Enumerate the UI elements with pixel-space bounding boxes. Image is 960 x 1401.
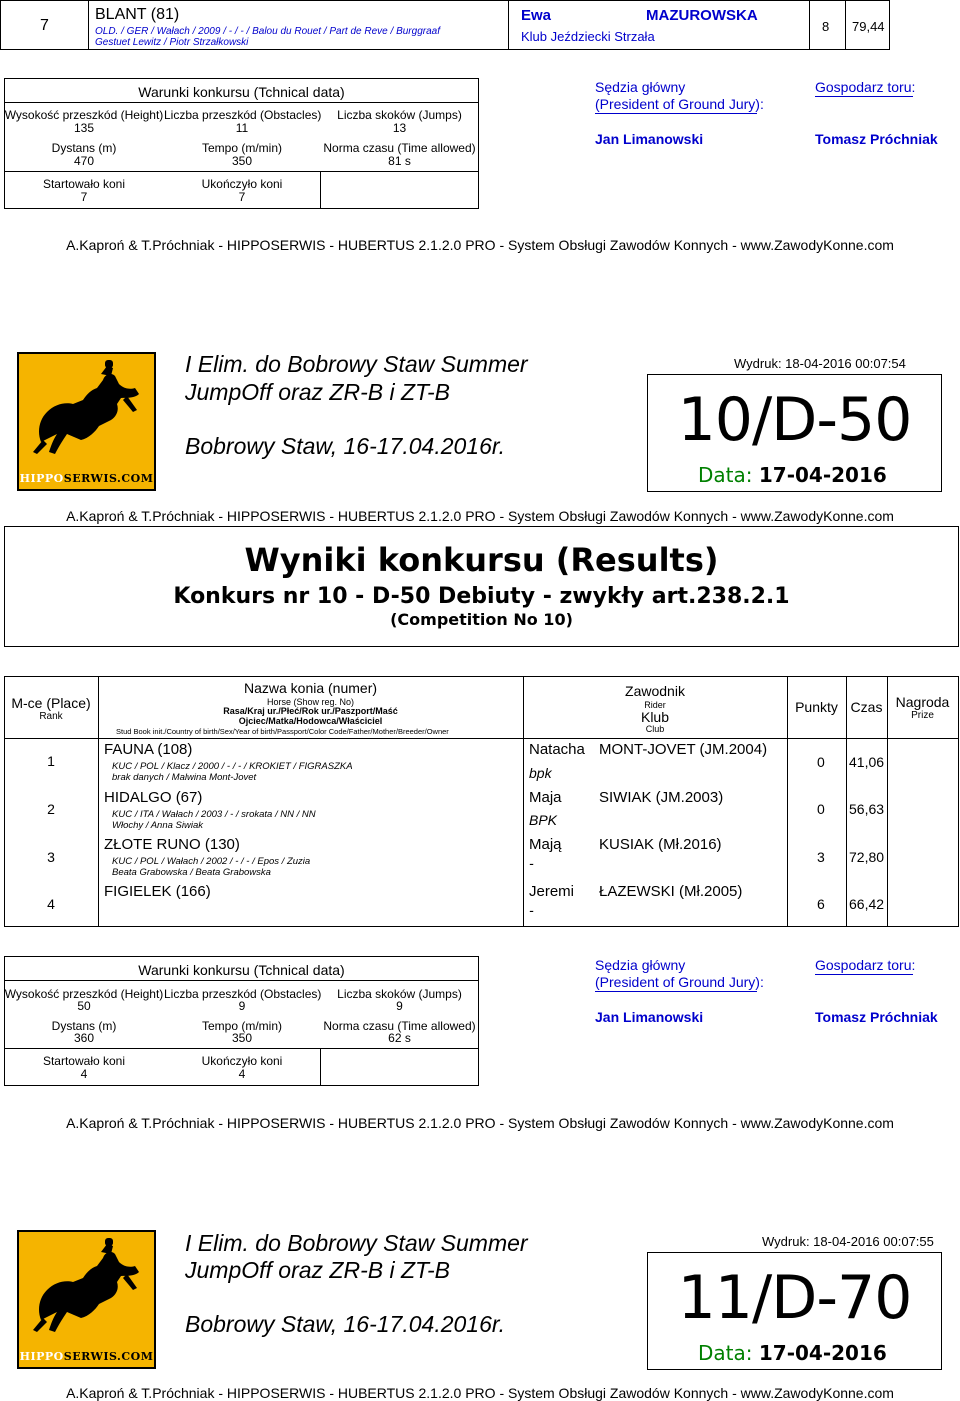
row-club: - <box>529 855 534 871</box>
finished-label: Ukończyło koni <box>201 1054 283 1068</box>
height-label: Wysokość przeszkód (Height) <box>4 987 164 1001</box>
finished-value: 7 <box>238 190 246 204</box>
col-time: Czas <box>850 699 883 715</box>
competition-number: 11/D-70 <box>677 1263 912 1333</box>
print-timestamp: Wydruk: 18-04-2016 00:07:54 <box>734 356 906 371</box>
distance-value: 360 <box>73 1031 95 1045</box>
competition-date: Data: 17-04-2016 <box>698 463 887 487</box>
row-rider-last: ŁAZEWSKI (Mł.2005) <box>599 883 743 900</box>
started-value: 7 <box>80 190 88 204</box>
row-club: - <box>529 902 534 918</box>
col-rank: Rank <box>39 711 63 722</box>
software-footer: A.Kaproń & T.Próchniak - HIPPOSERWIS - HUBERTUS 2.1.2.0 PRO - System Obsługi Zawodów Konnych - www.ZawodyKonne.com <box>66 1385 894 1401</box>
started-label: Startowało koni <box>42 177 126 191</box>
started-label: Startowało koni <box>42 1054 126 1068</box>
distance-label: Dystans (m) <box>51 1019 117 1033</box>
judge-label: Sędzia główny <box>595 79 686 95</box>
row-club: bpk <box>529 765 552 781</box>
tempo-label: Tempo (m/min) <box>201 1019 282 1033</box>
row-horse: HIDALGO (67) <box>104 789 203 806</box>
event-title: I Elim. do Bobrowy Staw Summer <box>185 1230 528 1256</box>
row-horse-details: KUC / POL / Wałach / 2002 / - / - / Epos / Zuzia <box>112 856 311 867</box>
software-footer: A.Kaproń & T.Próchniak - HIPPOSERWIS - HUBERTUS 2.1.2.0 PRO - System Obsługi Zawodów Konnych - www.ZawodyKonne.com <box>66 237 894 253</box>
competition-number: 10/D-50 <box>677 385 912 455</box>
event-title: I Elim. do Bobrowy Staw Summer <box>185 351 528 377</box>
row-rider-last: KUSIAK (Mł.2016) <box>599 836 722 853</box>
row-horse: FIGIELEK (166) <box>104 883 211 900</box>
results-title: Wyniki konkursu (Results) <box>244 541 719 579</box>
row-rider-last: MONT-JOVET (JM.2004) <box>599 741 768 758</box>
height-value: 50 <box>77 999 91 1013</box>
time-allowed-value: 62 s <box>388 1031 411 1045</box>
obstacles-value: 11 <box>235 121 249 135</box>
judge-name: Jan Limanowski <box>595 131 704 147</box>
col-prize-en: Prize <box>911 710 934 721</box>
finished-label: Ukończyło koni <box>201 177 283 191</box>
col-prize: Nagroda <box>895 694 950 710</box>
col-horse-attrs: Rasa/Kraj ur./Płeć/Rok ur./Paszport/Maść <box>223 706 398 716</box>
row-time: 41,06 <box>849 754 885 770</box>
height-label: Wysokość przeszkód (Height) <box>4 108 164 122</box>
row-time: 66,42 <box>849 896 885 912</box>
rider-last-name: MAZUROWSKA <box>646 7 758 24</box>
time: 79,44 <box>852 19 885 34</box>
tempo-value: 350 <box>231 154 253 168</box>
conditions-title: Warunki konkursu (Tchnical data) <box>138 962 345 978</box>
conditions-title: Warunki konkursu (Tchnical data) <box>138 84 345 100</box>
row-horse: ZŁOTE RUNO (130) <box>104 836 240 853</box>
row-rider-first: Maja <box>529 789 562 806</box>
time-allowed-label: Norma czasu (Time allowed) <box>323 141 476 155</box>
competition-date: Data: 17-04-2016 <box>698 1341 887 1365</box>
row-horse-owners: Włochy / Anna Siwiak <box>112 820 203 831</box>
row-horse-owners: Beata Grabowska / Beata Grabowska <box>112 867 271 878</box>
horse-details: OLD. / GER / Wałach / 2009 / - / - / Balou du Rouet / Part de Reve / Burggraaf <box>95 26 440 37</box>
row-horse-details: KUC / POL / Klacz / 2000 / - / - / KROKIET / FIGRASZKA <box>112 761 353 772</box>
course-designer-name: Tomasz Próchniak <box>815 131 938 147</box>
row-rider-last: SIWIAK (JM.2003) <box>599 789 724 806</box>
logo-wordmark: HIPPOSERWIS.COM <box>19 472 154 485</box>
distance-label: Dystans (m) <box>51 141 117 155</box>
row-rider-first: Jeremi <box>529 883 575 900</box>
jumps-label: Liczba skoków (Jumps) <box>337 987 462 1001</box>
col-horse-stud: Stud Book init./Country of birth/Sex/Year of birth/Passport/Color Code/Father/Mother/Breeder/Owner <box>116 727 449 736</box>
points: 8 <box>822 19 830 34</box>
row-time: 56,63 <box>849 801 885 817</box>
judge-label-en: (President of Ground Jury): <box>595 974 764 990</box>
print-timestamp: Wydruk: 18-04-2016 00:07:55 <box>762 1234 934 1249</box>
hipposerwis-logo <box>17 352 156 491</box>
jumps-label: Liczba skoków (Jumps) <box>337 108 462 122</box>
row-horse-details: KUC / ITA / Wałach / 2003 / - / srokata / NN / NN <box>112 809 316 820</box>
course-designer-name: Tomasz Próchniak <box>815 1009 938 1025</box>
row-points: 0 <box>817 801 825 817</box>
competition-no: (Competition No 10) <box>390 610 573 629</box>
judge-label-en: (President of Ground Jury): <box>595 96 764 112</box>
judge-name: Jan Limanowski <box>595 1009 704 1025</box>
height-value: 135 <box>73 121 95 135</box>
col-place: M-ce (Place) <box>11 695 91 711</box>
obstacles-value: 9 <box>238 999 246 1013</box>
hipposerwis-logo <box>17 1230 156 1369</box>
finished-value: 4 <box>238 1067 246 1081</box>
row-horse: FAUNA (108) <box>104 741 193 758</box>
jumps-value: 9 <box>396 999 403 1013</box>
row-place: 4 <box>47 896 55 912</box>
event-subtitle: JumpOff oraz ZR-B i ZT-B <box>185 1257 450 1283</box>
course-designer-label: Gospodarz toru: <box>815 957 916 973</box>
col-rider-en: Rider <box>644 700 666 710</box>
obstacles-label: Liczba przeszkód (Obstacles) <box>164 987 322 1001</box>
club-name: Klub Jeździecki Strzała <box>521 29 655 44</box>
rider-first-name: Ewa <box>521 7 552 24</box>
col-points: Punkty <box>795 699 838 715</box>
software-footer: A.Kaproń & T.Próchniak - HIPPOSERWIS - HUBERTUS 2.1.2.0 PRO - System Obsługi Zawodów Konnych - www.ZawodyKonne.com <box>66 1115 894 1131</box>
col-club-en: Club <box>645 724 665 734</box>
course-designer-label: Gospodarz toru: <box>815 79 916 95</box>
row-points: 6 <box>817 896 825 912</box>
col-rider: Zawodnik <box>625 683 685 699</box>
horse-owners: Gestuet Lewitz / Piotr Strzałkowski <box>95 37 249 48</box>
col-horse-owners: Ojciec/Matka/Hodowca/Właściciel <box>238 716 383 726</box>
software-footer: A.Kaproń & T.Próchniak - HIPPOSERWIS - HUBERTUS 2.1.2.0 PRO - System Obsługi Zawodów Konnych - www.ZawodyKonne.com <box>66 508 894 524</box>
started-value: 4 <box>80 1067 88 1081</box>
tempo-label: Tempo (m/min) <box>201 141 282 155</box>
col-horse: Nazwa konia (numer) <box>243 680 378 696</box>
row-place: 2 <box>47 801 55 817</box>
col-horse-en: Horse (Show reg. No) <box>266 697 355 707</box>
row-place: 3 <box>47 849 55 865</box>
event-place-date: Bobrowy Staw, 16-17.04.2016r. <box>185 433 506 459</box>
row-place: 1 <box>47 753 55 769</box>
event-place-date: Bobrowy Staw, 16-17.04.2016r. <box>185 1311 506 1337</box>
row-points: 3 <box>817 849 825 865</box>
judge-label: Sędzia główny <box>595 957 686 973</box>
time-allowed-value: 81 s <box>388 154 411 168</box>
logo-wordmark: HIPPOSERWIS.COM <box>19 1350 154 1363</box>
obstacles-label: Liczba przeszkód (Obstacles) <box>164 108 322 122</box>
horse-jumper-icon <box>19 354 154 469</box>
tempo-value: 350 <box>231 1031 253 1045</box>
distance-value: 470 <box>73 154 95 168</box>
row-rider-first: Mają <box>529 836 562 853</box>
horse-jumper-icon <box>19 1232 154 1347</box>
place: 7 <box>40 17 49 34</box>
col-club: Klub <box>640 709 670 725</box>
row-club: BPK <box>529 812 558 828</box>
row-horse-owners: brak danych / Malwina Mont-Jovet <box>112 772 257 783</box>
row-points: 0 <box>817 754 825 770</box>
jumps-value: 13 <box>392 121 407 135</box>
results-subtitle: Konkurs nr 10 - D-50 Debiuty - zwykły art.238.2.1 <box>173 584 790 609</box>
time-allowed-label: Norma czasu (Time allowed) <box>323 1019 476 1033</box>
horse-name: BLANT (81) <box>95 6 180 23</box>
event-subtitle: JumpOff oraz ZR-B i ZT-B <box>185 379 450 405</box>
row-rider-first: Natacha <box>529 741 585 758</box>
row-time: 72,80 <box>849 849 885 865</box>
